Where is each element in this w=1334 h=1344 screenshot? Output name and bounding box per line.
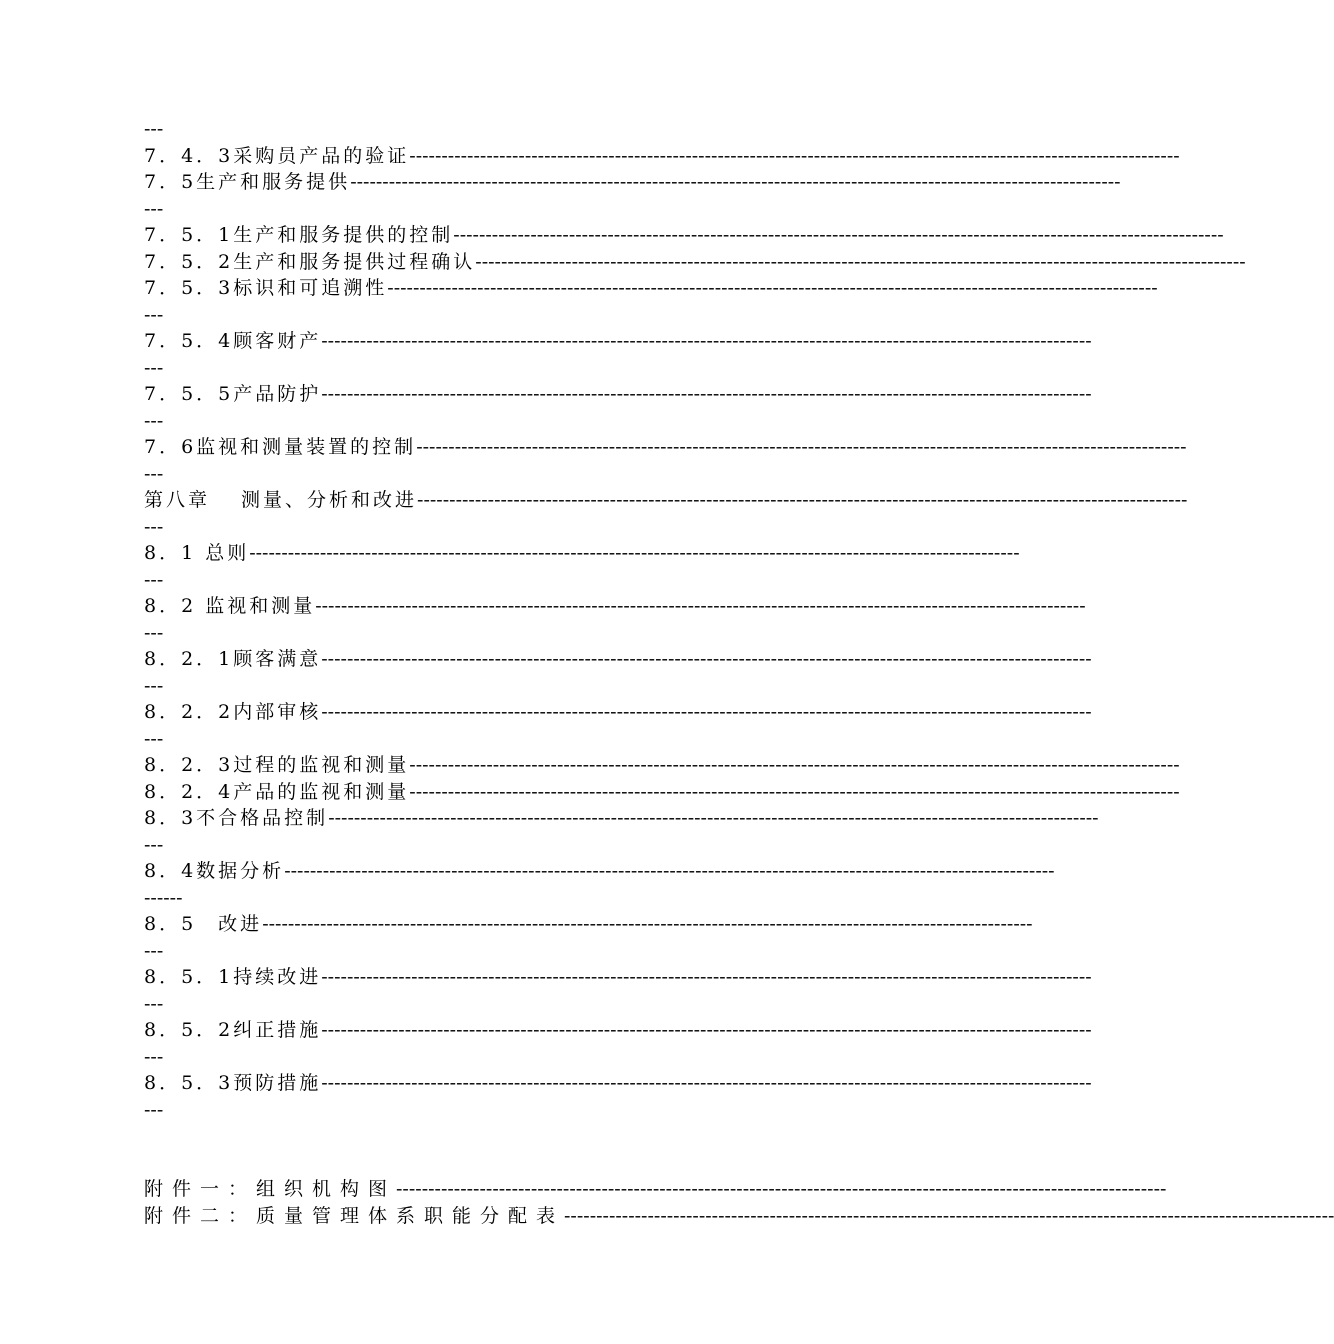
toc-leader-dashes: ------------------------------------------------------------------------------------------------------------------------ [396, 1178, 1167, 1200]
toc-leader-dashes: ------------------------------------------------------------------------------------------------------------------------ [249, 542, 1020, 564]
toc-entry-label: 7．5．4顾客财产 [144, 330, 322, 352]
toc-entry-label: 8．3不合格品控制 [144, 807, 329, 829]
toc-leader-dashes: ------------------------------------------------------------------------------------------------------------------------ [475, 250, 1246, 273]
toc-leader-dashes: ------------------------------------------------------------------------------------------------------------------------ [321, 701, 1092, 723]
toc-leader-wrap: --- [144, 1098, 164, 1121]
toc-line [144, 964, 1092, 991]
toc-leader-wrap: ------ [144, 886, 183, 909]
toc-leader-wrap: --- [144, 992, 164, 1015]
toc-line [144, 646, 1092, 673]
toc-entry-label: 7．5．2生产和服务提供过程确认 [144, 250, 476, 273]
toc-line [144, 487, 1188, 514]
toc-entry [144, 222, 1224, 249]
toc-entry [144, 593, 1086, 646]
toc-entry-label: 8．2．1顾客满意 [144, 648, 322, 670]
toc-leader-wrap: --- [144, 356, 164, 379]
toc-entry-label: 8．4数据分析 [144, 860, 285, 882]
toc-leader-dashes: ------------------------------------------------------------------------------------------------------------------------ [321, 383, 1092, 405]
toc-entry-label: 8．2．3过程的监视和测量 [144, 754, 410, 776]
toc-entry [144, 540, 1020, 593]
toc-leader-dashes: ------------------------------------------------------------------------------------------------------------------------ [453, 224, 1224, 246]
toc-entry [144, 805, 1099, 858]
toc-leader-wrap: --- [144, 1045, 164, 1068]
toc-leader-dashes: ------------------------------------------------------------------------------------------------------------------------ [321, 648, 1092, 670]
toc-leader-dashes: ------------------------------------------------------------------------------------------------------------------------ [564, 1204, 1334, 1227]
toc-entry-label: 8．5 改进 [144, 913, 263, 935]
toc-leader-dashes: ------------------------------------------------------------------------------------------------------------------------ [321, 1019, 1092, 1041]
toc-leader-wrap: --- [144, 674, 164, 697]
toc-line [144, 381, 1092, 408]
toc-entry [144, 699, 1092, 752]
toc-line [144, 328, 1092, 355]
toc-line [144, 1070, 1092, 1097]
toc-entry [144, 1017, 1092, 1070]
toc-entry-label: 第八章 测量、分析和改进 [144, 489, 418, 511]
toc-entry-label: 8．2．4产品的监视和测量 [144, 780, 410, 803]
toc-line [144, 1203, 1334, 1230]
toc-entry [144, 487, 1188, 540]
toc-leader-dashes: ------------------------------------------------------------------------------------------------------------------------ [315, 595, 1086, 617]
toc-entry-label: 7．6监视和测量装置的控制 [144, 436, 417, 458]
toc-leader-wrap: --- [144, 833, 164, 856]
toc-line [144, 222, 1224, 249]
toc-entry-label: 7．5．5产品防护 [144, 383, 322, 405]
toc-entry [144, 752, 1180, 779]
toc-leader-wrap: --- [144, 568, 164, 591]
toc-line [144, 275, 1158, 302]
toc-leader-wrap: --- [144, 462, 164, 485]
toc-continuation: --- [144, 118, 164, 140]
toc-leader-dashes: ------------------------------------------------------------------------------------------------------------------------ [387, 277, 1158, 299]
toc-entry-label: 8．2．2内部审核 [144, 701, 322, 723]
toc-line [144, 1176, 1167, 1203]
toc-leader-dashes: ------------------------------------------------------------------------------------------------------------------------ [328, 807, 1099, 829]
toc-entry [144, 381, 1092, 434]
toc-line [144, 143, 1180, 170]
toc-entry-label: 8．1 总则 [144, 542, 250, 564]
toc-leader-dashes: ------------------------------------------------------------------------------------------------------------------------ [321, 1072, 1092, 1094]
toc-entry [144, 275, 1158, 328]
toc-entry-label: 附件一：组织机构图 [144, 1178, 397, 1200]
toc-leader-wrap: --- [144, 621, 164, 644]
toc-entry-label: 8．5．2纠正措施 [144, 1019, 322, 1041]
toc-leader-wrap: --- [144, 727, 164, 750]
toc-line [144, 540, 1020, 567]
toc-leader-wrap: --- [144, 409, 164, 432]
toc-line [144, 752, 1180, 779]
toc-entry [144, 1203, 1334, 1230]
toc-entry [144, 169, 1121, 222]
toc-leader-dashes: ------------------------------------------------------------------------------------------------------------------------ [262, 913, 1033, 935]
toc-leader-dashes: ------------------------------------------------------------------------------------------------------------------------ [350, 171, 1121, 193]
toc-leader-dashes: ------------------------------------------------------------------------------------------------------------------------ [416, 436, 1187, 458]
toc-leader-dashes: ------------------------------------------------------------------------------------------------------------------------ [409, 144, 1180, 167]
toc-entry-label: 7．5．1生产和服务提供的控制 [144, 224, 454, 246]
toc-leader-wrap: --- [144, 515, 164, 538]
toc-line [144, 169, 1121, 196]
table-of-contents [144, 116, 1334, 1229]
toc-entry-label: 7．4．3采购员产品的验证 [144, 144, 410, 167]
section-gap [144, 1123, 808, 1176]
toc-line [144, 779, 1180, 806]
toc-entry [144, 1070, 1092, 1123]
toc-leader-dashes: ------------------------------------------------------------------------------------------------------------------------ [321, 966, 1092, 988]
toc-entry-label: 7．5．3标识和可追溯性 [144, 277, 388, 299]
toc-leader-dashes: ------------------------------------------------------------------------------------------------------------------------ [409, 780, 1180, 803]
toc-entry [144, 328, 1092, 381]
toc-line [144, 911, 1033, 938]
toc-line [144, 805, 1099, 832]
toc-line [144, 1017, 1092, 1044]
toc-annexes [144, 1176, 1334, 1229]
toc-line [144, 434, 1187, 461]
toc-line [144, 593, 1086, 620]
toc-leader-dashes: ------------------------------------------------------------------------------------------------------------------------ [417, 489, 1188, 511]
toc-leader-wrap: --- [144, 303, 164, 326]
toc-entry [144, 1176, 1167, 1203]
toc-leader-dashes: ------------------------------------------------------------------------------------------------------------------------ [409, 754, 1180, 776]
toc-entry [144, 858, 1055, 911]
toc-entry-label: 8．5．3预防措施 [144, 1072, 322, 1094]
toc-entry [144, 143, 1180, 170]
toc-line [144, 249, 1246, 276]
toc-leader-wrap: --- [144, 197, 164, 220]
toc-leader-dashes: ------------------------------------------------------------------------------------------------------------------------ [284, 860, 1055, 882]
toc-entry [144, 249, 1246, 276]
toc-entry [144, 964, 1092, 1017]
toc-entry-label: 附件二：质量管理体系职能分配表 [144, 1204, 565, 1227]
toc-entry [144, 779, 1180, 806]
toc-entry-label: 8．2 监视和测量 [144, 595, 316, 617]
toc-line [144, 858, 1055, 885]
toc-line [144, 699, 1092, 726]
toc-entry [144, 911, 1033, 964]
toc-leader-dashes: ------------------------------------------------------------------------------------------------------------------------ [321, 330, 1092, 352]
toc-entry [144, 434, 1187, 487]
toc-leader-wrap: --- [144, 939, 164, 962]
toc-entries [144, 143, 1246, 1124]
toc-entry [144, 646, 1092, 699]
toc-entry-label: 7．5生产和服务提供 [144, 171, 351, 193]
toc-entry-label: 8．5．1持续改进 [144, 966, 322, 988]
